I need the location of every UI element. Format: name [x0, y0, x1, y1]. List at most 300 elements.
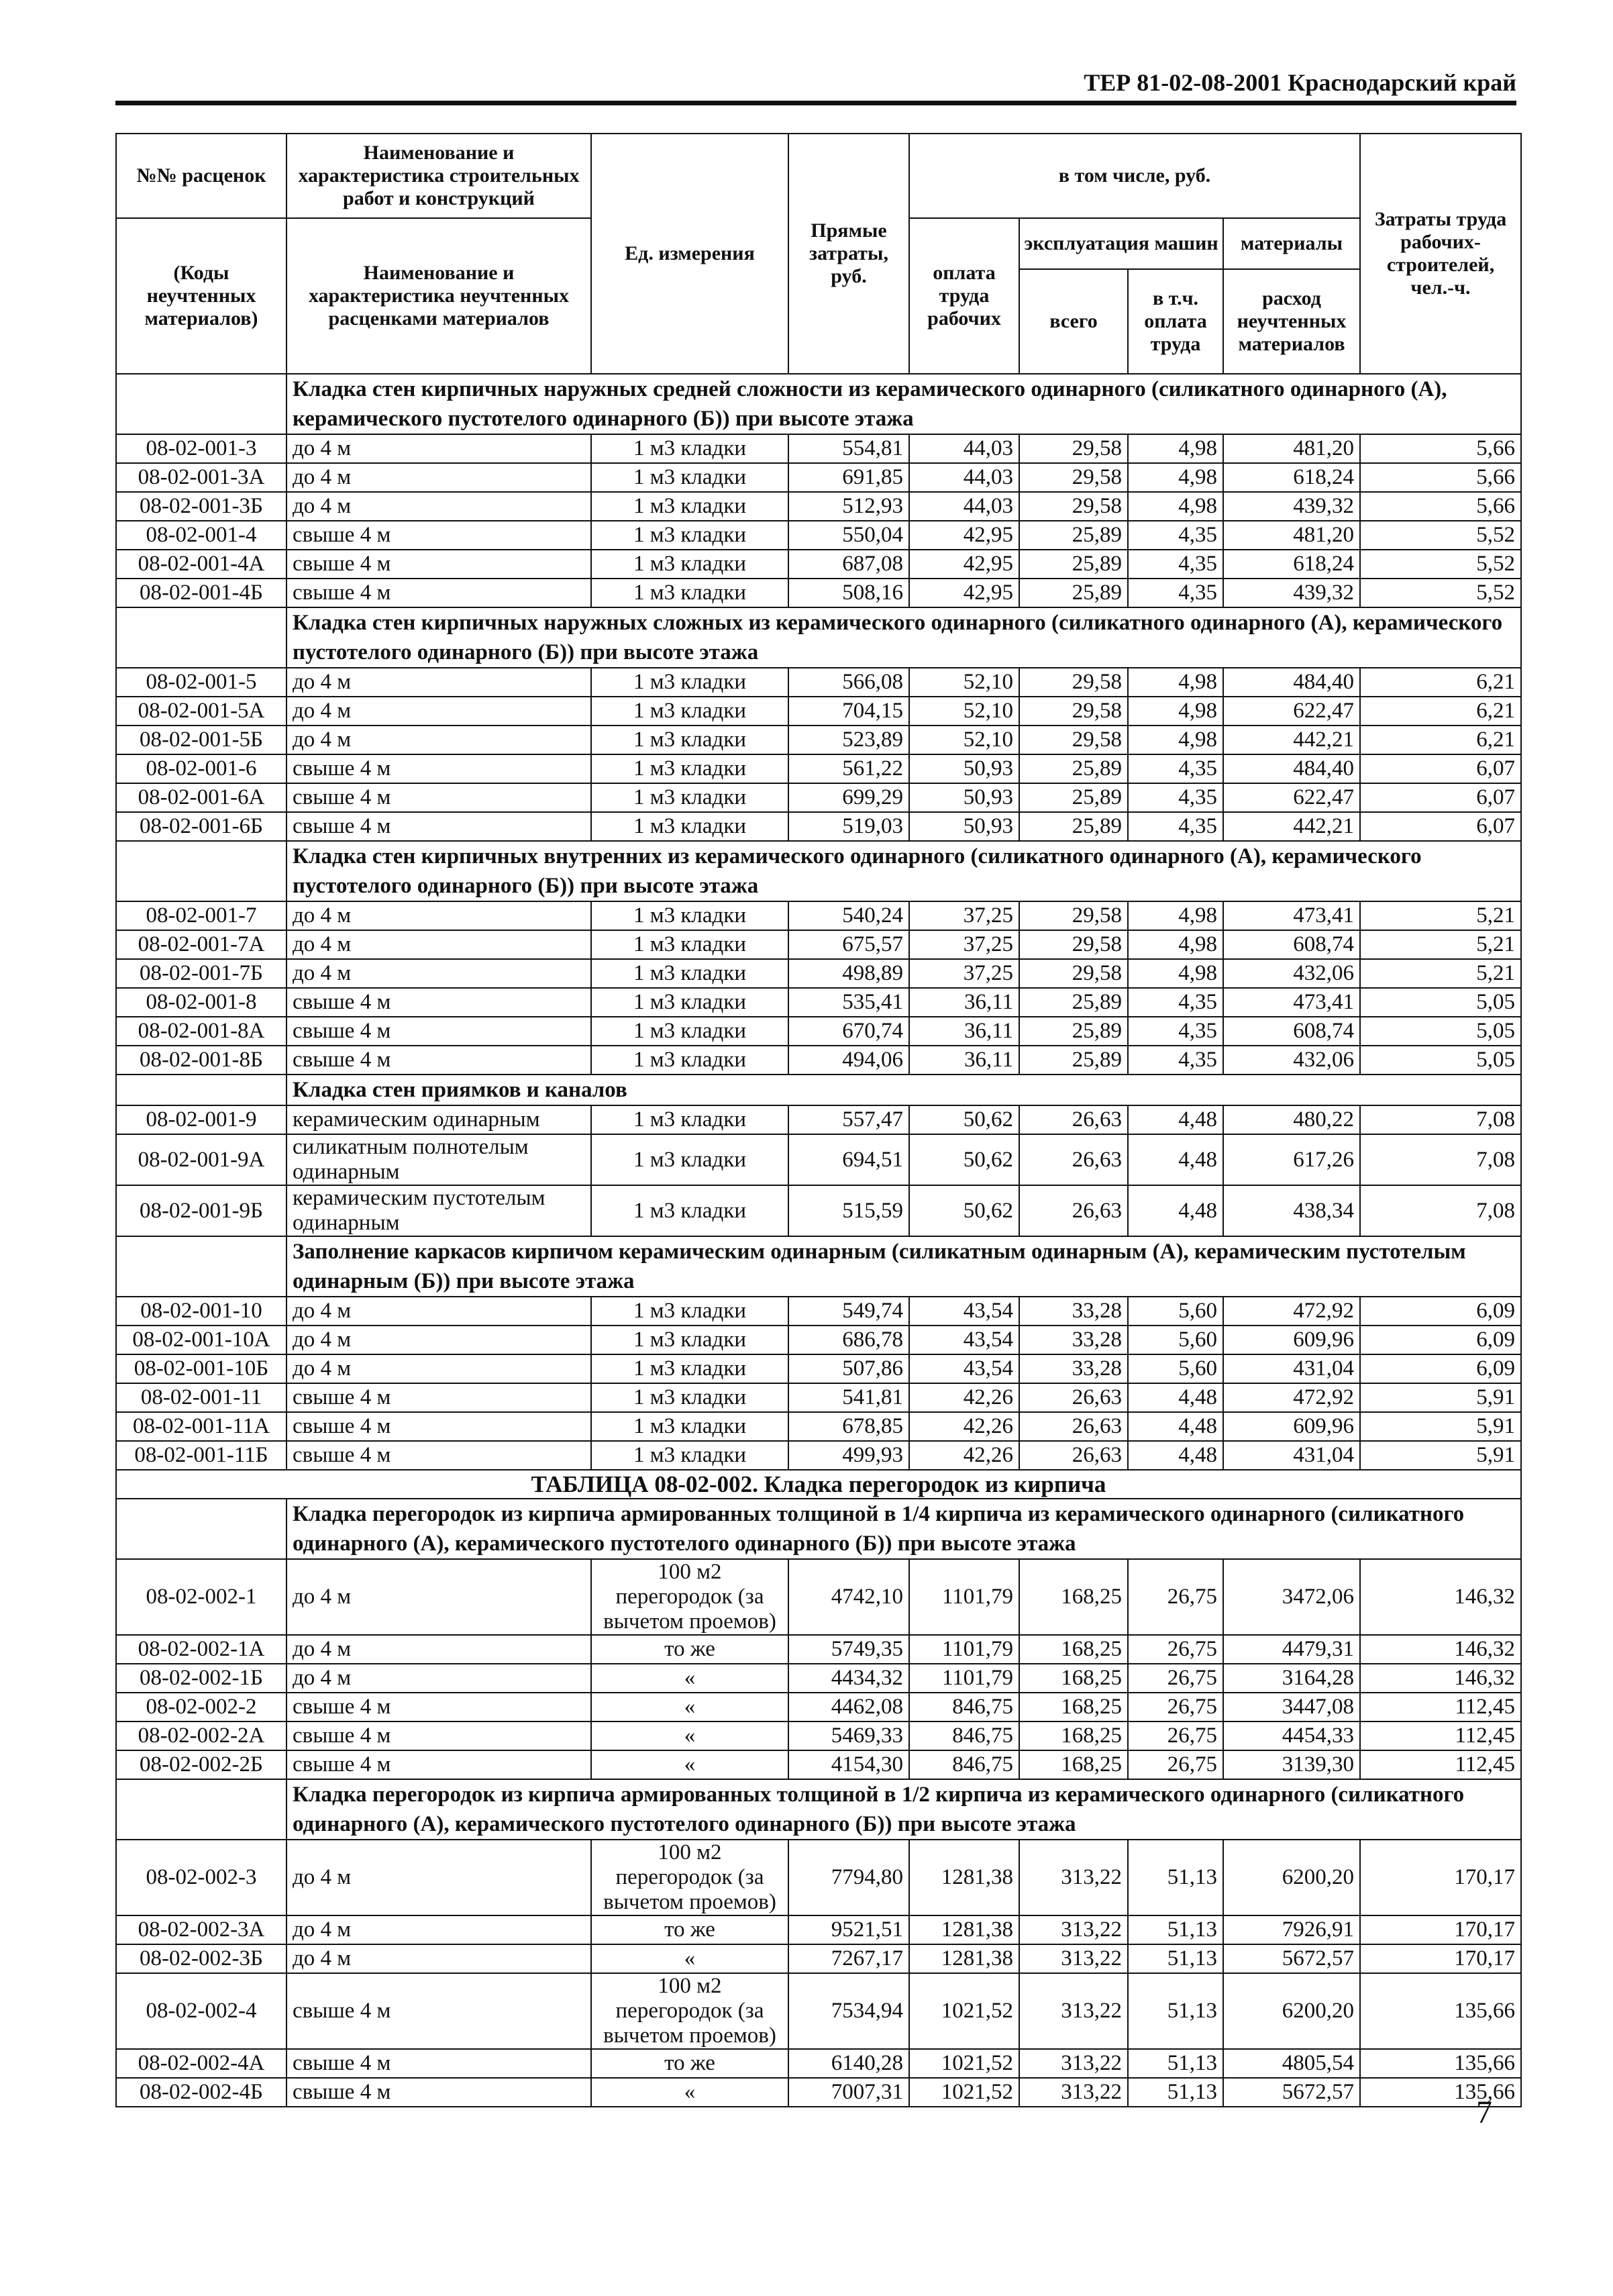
machine-wages: 4,35 — [1128, 521, 1223, 550]
labor-hours: 5,52 — [1360, 550, 1521, 579]
unit: « — [591, 1944, 788, 1973]
wages: 1281,38 — [909, 1944, 1019, 1973]
machine-wages: 5,60 — [1128, 1354, 1223, 1383]
materials-cost: 3472,06 — [1223, 1559, 1360, 1635]
wages: 52,10 — [909, 726, 1019, 754]
table-row — [116, 1840, 1521, 1915]
machine-wages: 4,35 — [1128, 579, 1223, 607]
machine-cost: 313,22 — [1019, 1973, 1128, 2049]
table-row — [116, 492, 1521, 521]
wages: 1021,52 — [909, 1973, 1019, 2049]
materials-cost: 3447,08 — [1223, 1693, 1360, 1721]
wages: 42,26 — [909, 1383, 1019, 1412]
machine-wages: 51,13 — [1128, 1840, 1223, 1915]
unit: « — [591, 2078, 788, 2107]
unit: 1 м3 кладки — [591, 1017, 788, 1046]
direct-cost: 550,04 — [788, 521, 909, 550]
labor-hours: 135,66 — [1360, 1973, 1521, 2049]
materials-cost: 431,04 — [1223, 1354, 1360, 1383]
machine-wages: 26,75 — [1128, 1635, 1223, 1664]
machine-wages: 4,35 — [1128, 754, 1223, 783]
direct-cost: 4462,08 — [788, 1693, 909, 1721]
col-materials-sub-header: расход неучтенных материалов — [1223, 269, 1360, 374]
unit: 1 м3 кладки — [591, 1326, 788, 1354]
direct-cost: 9521,51 — [788, 1915, 909, 1944]
header-rule — [115, 101, 1516, 105]
materials-cost: 484,40 — [1223, 754, 1360, 783]
labor-hours: 6,21 — [1360, 726, 1521, 754]
machine-wages: 51,13 — [1128, 1944, 1223, 1973]
machine-wages: 26,75 — [1128, 1559, 1223, 1635]
labor-hours: 7,08 — [1360, 1185, 1521, 1236]
direct-cost: 5749,35 — [788, 1635, 909, 1664]
unit: 1 м3 кладки — [591, 901, 788, 930]
rate-code: 08-02-001-3 — [116, 434, 287, 463]
direct-cost: 4434,32 — [788, 1664, 909, 1693]
labor-hours: 6,07 — [1360, 812, 1521, 841]
table-row — [116, 697, 1521, 726]
table-row — [116, 988, 1521, 1017]
machine-wages: 4,35 — [1128, 988, 1223, 1017]
materials-cost: 484,40 — [1223, 668, 1360, 697]
work-name: до 4 м — [287, 1354, 591, 1383]
col-mach-total-header: всего — [1019, 269, 1128, 374]
wages: 1101,79 — [909, 1635, 1019, 1664]
machine-wages: 26,75 — [1128, 1721, 1223, 1750]
unit: 1 м3 кладки — [591, 1354, 788, 1383]
document-header: ТЕР 81-02-08-2001 Краснодарский край — [1084, 69, 1516, 96]
labor-hours: 5,05 — [1360, 1017, 1521, 1046]
section-title: Кладка стен кирпичных внутренних из керамического одинарного (силикатного одинарного (А), керамического пустотелого одинарного (Б)) при высоте этажа — [287, 841, 1521, 901]
labor-hours: 5,05 — [1360, 1046, 1521, 1075]
rate-code: 08-02-001-4 — [116, 521, 287, 550]
table-row — [116, 1693, 1521, 1721]
wages: 1021,52 — [909, 2049, 1019, 2078]
machine-cost: 25,89 — [1019, 783, 1128, 812]
machine-wages: 4,98 — [1128, 697, 1223, 726]
work-name: до 4 м — [287, 434, 591, 463]
work-name: свыше 4 м — [287, 754, 591, 783]
materials-cost: 481,20 — [1223, 434, 1360, 463]
unit: 1 м3 кладки — [591, 726, 788, 754]
machine-cost: 29,58 — [1019, 434, 1128, 463]
direct-cost: 694,51 — [788, 1134, 909, 1185]
materials-cost: 473,41 — [1223, 901, 1360, 930]
machine-cost: 33,28 — [1019, 1297, 1128, 1326]
machine-cost: 168,25 — [1019, 1750, 1128, 1779]
direct-cost: 678,85 — [788, 1412, 909, 1441]
machine-wages: 4,98 — [1128, 726, 1223, 754]
materials-cost: 432,06 — [1223, 959, 1360, 988]
machine-cost: 29,58 — [1019, 901, 1128, 930]
table-row — [116, 1915, 1521, 1944]
section-row — [116, 1075, 1521, 1105]
table-row — [116, 1134, 1521, 1185]
direct-cost: 499,93 — [788, 1441, 909, 1470]
rate-code: 08-02-001-3Б — [116, 492, 287, 521]
machine-cost: 168,25 — [1019, 1693, 1128, 1721]
machine-cost: 313,22 — [1019, 2049, 1128, 2078]
direct-cost: 4154,30 — [788, 1750, 909, 1779]
wages: 43,54 — [909, 1354, 1019, 1383]
machine-cost: 25,89 — [1019, 521, 1128, 550]
machine-cost: 33,28 — [1019, 1354, 1128, 1383]
unit: « — [591, 1721, 788, 1750]
unit: то же — [591, 1635, 788, 1664]
wages: 43,54 — [909, 1297, 1019, 1326]
machine-wages: 4,98 — [1128, 901, 1223, 930]
unit: « — [591, 1693, 788, 1721]
table-row — [116, 1441, 1521, 1470]
machine-cost: 313,22 — [1019, 1840, 1128, 1915]
machine-wages: 5,60 — [1128, 1297, 1223, 1326]
materials-cost: 618,24 — [1223, 550, 1360, 579]
rate-code: 08-02-001-11А — [116, 1412, 287, 1441]
rate-code: 08-02-001-4А — [116, 550, 287, 579]
materials-cost: 472,92 — [1223, 1297, 1360, 1326]
wages: 50,93 — [909, 754, 1019, 783]
rate-code: 08-02-002-3Б — [116, 1944, 287, 1973]
machine-cost: 29,58 — [1019, 930, 1128, 959]
wages: 50,62 — [909, 1185, 1019, 1236]
machine-wages: 4,48 — [1128, 1412, 1223, 1441]
materials-cost: 473,41 — [1223, 988, 1360, 1017]
wages: 1101,79 — [909, 1559, 1019, 1635]
table-row — [116, 1750, 1521, 1779]
wages: 37,25 — [909, 901, 1019, 930]
materials-cost: 617,26 — [1223, 1134, 1360, 1185]
rate-code: 08-02-001-5 — [116, 668, 287, 697]
direct-cost: 5469,33 — [788, 1721, 909, 1750]
unit: то же — [591, 2049, 788, 2078]
labor-hours: 170,17 — [1360, 1915, 1521, 1944]
materials-cost: 4454,33 — [1223, 1721, 1360, 1750]
work-name: свыше 4 м — [287, 812, 591, 841]
wages: 44,03 — [909, 434, 1019, 463]
wages: 50,62 — [909, 1105, 1019, 1134]
rate-code: 08-02-001-7А — [116, 930, 287, 959]
table-row — [116, 1635, 1521, 1664]
work-name: до 4 м — [287, 901, 591, 930]
wages: 37,25 — [909, 959, 1019, 988]
machine-cost: 168,25 — [1019, 1721, 1128, 1750]
table-row — [116, 1297, 1521, 1326]
materials-cost: 4479,31 — [1223, 1635, 1360, 1664]
section-title: Кладка перегородок из кирпича армированных толщиной в 1/2 кирпича из керамического одинарного (силикатного одинарного (А), керамического пустотелого одинарного (Б)) при высоте этажа — [287, 1779, 1521, 1840]
table-row — [116, 1354, 1521, 1383]
machine-wages: 51,13 — [1128, 1973, 1223, 2049]
machine-wages: 26,75 — [1128, 1693, 1223, 1721]
labor-hours: 5,66 — [1360, 463, 1521, 492]
rate-code: 08-02-001-10А — [116, 1326, 287, 1354]
direct-cost: 549,74 — [788, 1297, 909, 1326]
labor-hours: 5,91 — [1360, 1412, 1521, 1441]
labor-hours: 5,52 — [1360, 521, 1521, 550]
machine-cost: 29,58 — [1019, 959, 1128, 988]
direct-cost: 557,47 — [788, 1105, 909, 1134]
rate-code: 08-02-002-4 — [116, 1973, 287, 2049]
direct-cost: 535,41 — [788, 988, 909, 1017]
wages: 42,26 — [909, 1412, 1019, 1441]
work-name: до 4 м — [287, 1559, 591, 1635]
wages: 37,25 — [909, 930, 1019, 959]
col-labor-header: Затраты труда рабочих-строителей, чел.-ч. — [1360, 134, 1521, 374]
machine-wages: 4,35 — [1128, 1046, 1223, 1075]
direct-cost: 519,03 — [788, 812, 909, 841]
materials-cost: 3164,28 — [1223, 1664, 1360, 1693]
direct-cost: 494,06 — [788, 1046, 909, 1075]
work-name: свыше 4 м — [287, 1750, 591, 1779]
machine-wages: 26,75 — [1128, 1750, 1223, 1779]
work-name: свыше 4 м — [287, 1441, 591, 1470]
unit: 1 м3 кладки — [591, 988, 788, 1017]
rate-code: 08-02-001-6А — [116, 783, 287, 812]
machine-cost: 168,25 — [1019, 1664, 1128, 1693]
unit: 1 м3 кладки — [591, 812, 788, 841]
col-name-header: Наименование и характеристика строительных работ и конструкций — [287, 134, 591, 218]
rate-code: 08-02-001-11 — [116, 1383, 287, 1412]
work-name: до 4 м — [287, 1840, 591, 1915]
work-name: свыше 4 м — [287, 1973, 591, 2049]
materials-cost: 480,22 — [1223, 1105, 1360, 1134]
unit: 1 м3 кладки — [591, 1412, 788, 1441]
unit: 100 м2 перегородок (за вычетом проемов) — [591, 1559, 788, 1635]
section-row — [116, 1779, 1521, 1840]
materials-cost: 431,04 — [1223, 1441, 1360, 1470]
unit: 1 м3 кладки — [591, 1046, 788, 1075]
unit: 1 м3 кладки — [591, 521, 788, 550]
materials-cost: 439,32 — [1223, 492, 1360, 521]
machine-cost: 313,22 — [1019, 1915, 1128, 1944]
table-row — [116, 783, 1521, 812]
unit: « — [591, 1664, 788, 1693]
rate-code: 08-02-001-9А — [116, 1134, 287, 1185]
materials-cost: 609,96 — [1223, 1412, 1360, 1441]
table-row — [116, 1326, 1521, 1354]
unit: 1 м3 кладки — [591, 783, 788, 812]
table-row — [116, 668, 1521, 697]
table-row — [116, 1721, 1521, 1750]
machine-cost: 25,89 — [1019, 1046, 1128, 1075]
work-name: свыше 4 м — [287, 550, 591, 579]
labor-hours: 6,21 — [1360, 697, 1521, 726]
table-row — [116, 1046, 1521, 1075]
section-code-cell — [116, 1499, 287, 1559]
unit: 1 м3 кладки — [591, 1383, 788, 1412]
materials-cost: 6200,20 — [1223, 1840, 1360, 1915]
wages: 44,03 — [909, 463, 1019, 492]
page-number: 7 — [1476, 2095, 1492, 2130]
work-name: свыше 4 м — [287, 1721, 591, 1750]
machine-cost: 313,22 — [1019, 2078, 1128, 2107]
direct-cost: 515,59 — [788, 1185, 909, 1236]
work-name: свыше 4 м — [287, 579, 591, 607]
direct-cost: 687,08 — [788, 550, 909, 579]
machine-cost: 25,89 — [1019, 988, 1128, 1017]
machine-cost: 33,28 — [1019, 1326, 1128, 1354]
machine-cost: 29,58 — [1019, 463, 1128, 492]
wages: 43,54 — [909, 1326, 1019, 1354]
labor-hours: 6,07 — [1360, 783, 1521, 812]
section-code-cell — [116, 607, 287, 668]
materials-cost: 481,20 — [1223, 521, 1360, 550]
materials-cost: 432,06 — [1223, 1046, 1360, 1075]
direct-cost: 541,81 — [788, 1383, 909, 1412]
labor-hours: 146,32 — [1360, 1664, 1521, 1693]
unit: 1 м3 кладки — [591, 550, 788, 579]
work-name: до 4 м — [287, 959, 591, 988]
direct-cost: 523,89 — [788, 726, 909, 754]
wages: 42,26 — [909, 1441, 1019, 1470]
labor-hours: 7,08 — [1360, 1105, 1521, 1134]
unit: 1 м3 кладки — [591, 579, 788, 607]
machine-wages: 26,75 — [1128, 1664, 1223, 1693]
machine-wages: 4,48 — [1128, 1383, 1223, 1412]
machine-cost: 25,89 — [1019, 754, 1128, 783]
unit: 1 м3 кладки — [591, 1297, 788, 1326]
section-row — [116, 841, 1521, 901]
direct-cost: 670,74 — [788, 1017, 909, 1046]
rate-code: 08-02-002-3А — [116, 1915, 287, 1944]
table-title-row — [116, 1470, 1521, 1499]
direct-cost: 704,15 — [788, 697, 909, 726]
labor-hours: 6,09 — [1360, 1326, 1521, 1354]
unit: 1 м3 кладки — [591, 1105, 788, 1134]
labor-hours: 5,21 — [1360, 930, 1521, 959]
rate-code: 08-02-001-5Б — [116, 726, 287, 754]
machine-cost: 25,89 — [1019, 579, 1128, 607]
machine-cost: 25,89 — [1019, 1017, 1128, 1046]
rate-code: 08-02-001-10 — [116, 1297, 287, 1326]
machine-wages: 4,48 — [1128, 1441, 1223, 1470]
materials-cost: 3139,30 — [1223, 1750, 1360, 1779]
wages: 50,62 — [909, 1134, 1019, 1185]
direct-cost: 508,16 — [788, 579, 909, 607]
labor-hours: 6,21 — [1360, 668, 1521, 697]
unit: 100 м2 перегородок (за вычетом проемов) — [591, 1840, 788, 1915]
work-name: до 4 м — [287, 463, 591, 492]
machine-wages: 4,98 — [1128, 434, 1223, 463]
rate-code: 08-02-002-1Б — [116, 1664, 287, 1693]
work-name: до 4 м — [287, 1915, 591, 1944]
machine-wages: 51,13 — [1128, 1915, 1223, 1944]
materials-cost: 622,47 — [1223, 697, 1360, 726]
rate-code: 08-02-001-8А — [116, 1017, 287, 1046]
rate-code: 08-02-001-4Б — [116, 579, 287, 607]
work-name: до 4 м — [287, 1944, 591, 1973]
table-row — [116, 434, 1521, 463]
work-name: свыше 4 м — [287, 2049, 591, 2078]
labor-hours: 5,21 — [1360, 901, 1521, 930]
unit: 1 м3 кладки — [591, 1441, 788, 1470]
section-code-cell — [116, 1779, 287, 1840]
unit: 100 м2 перегородок (за вычетом проемов) — [591, 1973, 788, 2049]
machine-wages: 4,98 — [1128, 492, 1223, 521]
section-title: Заполнение каркасов кирпичом керамическим одинарным (силикатным одинарным (А), керамическим пустотелым одинарным (Б)) при высоте этажа — [287, 1236, 1521, 1297]
rate-code: 08-02-001-3А — [116, 463, 287, 492]
materials-cost: 439,32 — [1223, 579, 1360, 607]
work-name: до 4 м — [287, 1326, 591, 1354]
direct-cost: 512,93 — [788, 492, 909, 521]
col-unit-header: Ед. измерения — [591, 134, 788, 374]
col-code-header: №№ расценок — [116, 134, 287, 218]
machine-wages: 4,98 — [1128, 930, 1223, 959]
table-title: ТАБЛИЦА 08-02-002. Кладка перегородок из кирпича — [116, 1470, 1521, 1499]
work-name: свыше 4 м — [287, 783, 591, 812]
labor-hours: 112,45 — [1360, 1693, 1521, 1721]
work-name: свыше 4 м — [287, 1046, 591, 1075]
section-row — [116, 1236, 1521, 1297]
table-body — [116, 374, 1521, 2107]
direct-cost: 566,08 — [788, 668, 909, 697]
labor-hours: 146,32 — [1360, 1635, 1521, 1664]
labor-hours: 6,09 — [1360, 1297, 1521, 1326]
direct-cost: 675,57 — [788, 930, 909, 959]
col-code-sub-header: (Коды неучтенных материалов) — [116, 218, 287, 374]
direct-cost: 699,29 — [788, 783, 909, 812]
work-name: свыше 4 м — [287, 1693, 591, 1721]
table-row — [116, 2078, 1521, 2107]
table-row — [116, 1944, 1521, 1973]
rate-code: 08-02-002-2Б — [116, 1750, 287, 1779]
labor-hours: 170,17 — [1360, 1944, 1521, 1973]
work-name: керамическим пустотелым одинарным — [287, 1185, 591, 1236]
machine-cost: 29,58 — [1019, 668, 1128, 697]
materials-cost: 5672,57 — [1223, 1944, 1360, 1973]
machine-cost: 29,58 — [1019, 697, 1128, 726]
labor-hours: 5,91 — [1360, 1441, 1521, 1470]
work-name: свыше 4 м — [287, 1383, 591, 1412]
table-row — [116, 1185, 1521, 1236]
machine-wages: 4,98 — [1128, 959, 1223, 988]
rate-code: 08-02-001-10Б — [116, 1354, 287, 1383]
rate-code: 08-02-002-1 — [116, 1559, 287, 1635]
rate-code: 08-02-001-8 — [116, 988, 287, 1017]
labor-hours: 5,05 — [1360, 988, 1521, 1017]
wages: 52,10 — [909, 668, 1019, 697]
machine-cost: 168,25 — [1019, 1559, 1128, 1635]
table-row — [116, 754, 1521, 783]
direct-cost: 6140,28 — [788, 2049, 909, 2078]
labor-hours: 5,91 — [1360, 1383, 1521, 1412]
work-name: до 4 м — [287, 930, 591, 959]
work-name: до 4 м — [287, 1664, 591, 1693]
labor-hours: 112,45 — [1360, 1721, 1521, 1750]
table-row — [116, 1105, 1521, 1134]
col-mach-wages-header: в т.ч. оплата труда — [1128, 269, 1223, 374]
work-name: свыше 4 м — [287, 988, 591, 1017]
machine-cost: 26,63 — [1019, 1105, 1128, 1134]
labor-hours: 5,52 — [1360, 579, 1521, 607]
direct-cost: 554,81 — [788, 434, 909, 463]
materials-cost: 6200,20 — [1223, 1973, 1360, 2049]
direct-cost: 561,22 — [788, 754, 909, 783]
machine-cost: 25,89 — [1019, 812, 1128, 841]
labor-hours: 5,21 — [1360, 959, 1521, 988]
unit: 1 м3 кладки — [591, 959, 788, 988]
wages: 1021,52 — [909, 2078, 1019, 2107]
section-row — [116, 607, 1521, 668]
unit: 1 м3 кладки — [591, 463, 788, 492]
col-direct-header: Прямые затраты, руб. — [788, 134, 909, 374]
direct-cost: 7267,17 — [788, 1944, 909, 1973]
table-row — [116, 1973, 1521, 2049]
unit: 1 м3 кладки — [591, 930, 788, 959]
machine-wages: 5,60 — [1128, 1326, 1223, 1354]
col-machines-header: эксплуатация машин — [1019, 218, 1223, 269]
rate-code: 08-02-001-5А — [116, 697, 287, 726]
col-incl-header: в том числе, руб. — [909, 134, 1360, 218]
